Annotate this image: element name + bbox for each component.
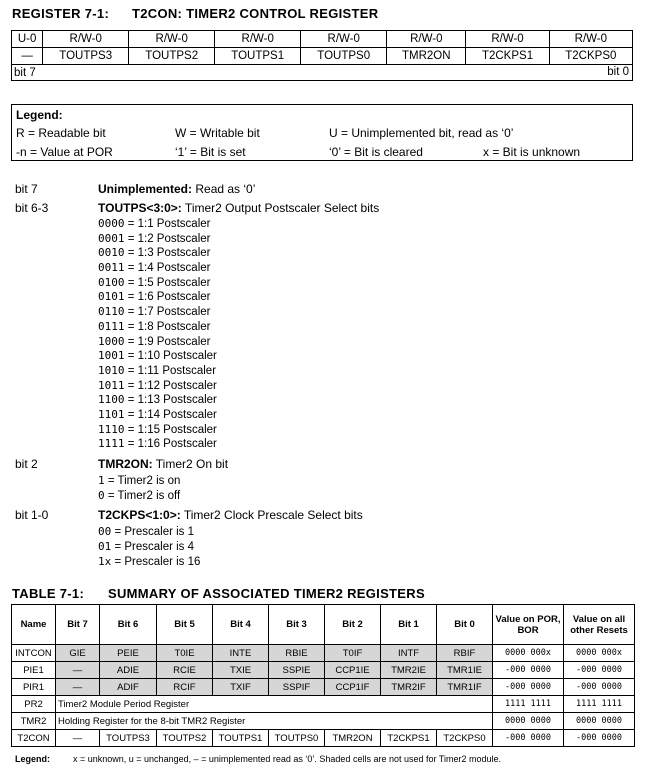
bit7-description [98, 182, 255, 196]
bit-name-cell: TOUTPS0 [301, 48, 387, 65]
bit7-label: bit 7 [15, 182, 38, 196]
bit10-description [98, 508, 363, 522]
other-reset-value-cell: 0000 0000 [564, 713, 635, 730]
register-name-cell: TMR2 [12, 713, 56, 730]
bit2-on-text: = Timer2 is on [104, 475, 181, 487]
table-row [12, 696, 635, 713]
access-cell: R/W-0 [549, 31, 632, 48]
span-description-cell: Holding Register for the 8-bit TMR2 Register [56, 713, 493, 730]
postscaler-item [98, 349, 217, 364]
bit-right-label: bit 0 [607, 66, 629, 78]
postscaler-code: 0010 [98, 246, 125, 260]
bit-cell: TOUTPS1 [213, 730, 269, 747]
postscaler-text: = 1:12 Postscaler [124, 379, 217, 392]
postscaler-text: = 1:15 Postscaler [124, 423, 217, 436]
postscaler-list [98, 217, 217, 452]
bit-name-cell: TOUTPS1 [215, 48, 301, 65]
legend-box [11, 104, 633, 161]
bit7-name: Unimplemented: [98, 182, 193, 196]
prescale-line [98, 555, 200, 568]
postscaler-item [98, 276, 217, 291]
bit-left-label: bit 7 [14, 66, 36, 79]
por-value-cell: 0000 0000 [493, 713, 564, 730]
legend-set: ‘1’ = Bit is set [175, 145, 246, 159]
bit-cell: RCIE [157, 662, 213, 679]
other-reset-value-cell: 1111 1111 [564, 696, 635, 713]
prescale-text: = Prescaler is 1 [111, 526, 195, 538]
bit-cell: — [56, 730, 100, 747]
access-cell: R/W-0 [466, 31, 549, 48]
postscaler-code: 0001 [98, 231, 125, 245]
prescale-code: 00 [98, 525, 112, 538]
table-title: SUMMARY OF ASSOCIATED TIMER2 REGISTERS [108, 586, 425, 601]
postscaler-item [98, 408, 217, 423]
bit10-name: T2CKPS<1:0>: [98, 508, 181, 522]
bit-cell: TXIF [213, 679, 269, 696]
por-value-cell: -000 0000 [493, 679, 564, 696]
bit-cell: PEIE [100, 645, 157, 662]
postscaler-code: 1010 [98, 363, 125, 377]
postscaler-text: = 1:4 Postscaler [124, 262, 211, 275]
table-label: TABLE 7-1: [12, 586, 85, 601]
table-row [12, 679, 635, 696]
postscaler-item [98, 364, 217, 379]
column-header: Bit 4 [213, 605, 269, 645]
access-cell: R/W-0 [129, 31, 215, 48]
access-cell: R/W-0 [301, 31, 387, 48]
bit-range-cell [12, 65, 633, 81]
postscaler-code: 1001 [98, 349, 125, 363]
postscaler-text: = 1:11 Postscaler [124, 364, 217, 377]
legend-cleared: ‘0’ = Bit is cleared [329, 145, 423, 159]
table-row [12, 662, 635, 679]
bit-cell: RBIF [437, 645, 493, 662]
bit63-name: TOUTPS<3:0>: [98, 201, 182, 215]
legend-unimplemented: U = Unimplemented bit, read as ‘0’ [329, 126, 514, 140]
other-reset-value-cell: -000 0000 [564, 730, 635, 747]
postscaler-text: = 1:13 Postscaler [124, 394, 217, 407]
column-header: Bit 5 [157, 605, 213, 645]
bit-cell: TXIE [213, 662, 269, 679]
bit10-text: Timer2 Clock Prescale Select bits [180, 508, 363, 522]
access-cell: R/W-0 [215, 31, 301, 48]
bit63-description [98, 201, 379, 215]
bit-cell: INTF [381, 645, 437, 662]
register-name-cell: INTCON [12, 645, 56, 662]
footnote-label: Legend: [15, 754, 50, 764]
postscaler-item [98, 246, 217, 261]
summary-header-row [12, 605, 635, 645]
postscaler-code: 1100 [98, 393, 125, 407]
bit-name-cell: TOUTPS3 [43, 48, 129, 65]
bit-cell: INTE [213, 645, 269, 662]
postscaler-code: 0110 [98, 305, 125, 319]
postscaler-code: 1110 [98, 422, 125, 436]
legend-writable: W = Writable bit [175, 126, 260, 140]
postscaler-text: = 1:2 Postscaler [124, 232, 211, 245]
column-header: Name [12, 605, 56, 645]
postscaler-code: 0100 [98, 275, 125, 289]
legend-title: Legend: [16, 108, 63, 122]
bit-cell: RBIE [269, 645, 325, 662]
postscaler-text: = 1:14 Postscaler [124, 408, 217, 421]
bit-cell: CCP1IF [325, 679, 381, 696]
column-header: Value on POR, BOR [493, 605, 564, 645]
bit-cell: T0IF [325, 645, 381, 662]
column-header: Bit 0 [437, 605, 493, 645]
postscaler-text: = 1:10 Postscaler [124, 350, 217, 363]
table-footnote [15, 754, 501, 764]
legend-unknown: x = Bit is unknown [483, 145, 581, 159]
bit-name-cell: TMR2ON [387, 48, 466, 65]
postscaler-text: = 1:8 Postscaler [124, 320, 211, 333]
por-value-cell: 1111 1111 [493, 696, 564, 713]
postscaler-text: = 1:1 Postscaler [124, 218, 211, 230]
bit-cell: TMR2IE [381, 662, 437, 679]
column-header: Bit 1 [381, 605, 437, 645]
legend-por: -n = Value at POR [16, 145, 113, 159]
bit10-label: bit 1-0 [15, 508, 49, 522]
postscaler-item [98, 437, 217, 452]
bit-name-cell: T2CKPS1 [466, 48, 549, 65]
bit2-name: TMR2ON: [98, 457, 153, 471]
register-name-cell: PR2 [12, 696, 56, 713]
access-cell: R/W-0 [387, 31, 466, 48]
por-value-cell: -000 0000 [493, 730, 564, 747]
column-header: Bit 7 [56, 605, 100, 645]
postscaler-item [98, 379, 217, 394]
column-header: Bit 6 [100, 605, 157, 645]
postscaler-item [98, 305, 217, 320]
bit-name-cell: — [12, 48, 43, 65]
summary-table [11, 604, 635, 747]
bit-cell: SSPIF [269, 679, 325, 696]
other-reset-value-cell: 0000 000x [564, 645, 635, 662]
table-heading [12, 586, 425, 601]
bit-cell: TMR1IE [437, 662, 493, 679]
summary-table-body [12, 605, 635, 747]
bit2-off-code: 0 [98, 489, 105, 502]
postscaler-text: = 1:5 Postscaler [124, 276, 211, 289]
bit-cell: — [56, 662, 100, 679]
prescale-code: 1x [98, 555, 112, 568]
bit-range-row [12, 65, 633, 81]
bit-cell: TOUTPS2 [157, 730, 213, 747]
postscaler-code: 1101 [98, 407, 125, 421]
bit-cell: TMR2IF [381, 679, 437, 696]
postscaler-code: 1000 [98, 334, 125, 348]
table-row [12, 713, 635, 730]
bit2-off-text: = Timer2 is off [104, 490, 181, 502]
table-row [12, 645, 635, 662]
bit2-text: Timer2 On bit [152, 457, 229, 471]
postscaler-text: = 1:7 Postscaler [124, 306, 211, 319]
bit-cell: GIE [56, 645, 100, 662]
bit7-text: Read as ‘0’ [192, 182, 256, 196]
postscaler-code: 1011 [98, 378, 125, 392]
postscaler-item [98, 217, 217, 232]
bit-cell: T2CKPS0 [437, 730, 493, 747]
postscaler-item [98, 335, 217, 350]
register-name-cell: T2CON [12, 730, 56, 747]
register-name-cell: PIR1 [12, 679, 56, 696]
bit2-on-code: 1 [98, 474, 105, 487]
column-header: Value on all other Resets [564, 605, 635, 645]
por-value-cell: 0000 000x [493, 645, 564, 662]
access-cell: U-0 [12, 31, 43, 48]
bit-cell: SSPIE [269, 662, 325, 679]
register-heading [12, 6, 378, 21]
postscaler-code: 0111 [98, 319, 125, 333]
prescale-text: = Prescaler is 16 [111, 556, 201, 568]
bit-cell: TMR2ON [325, 730, 381, 747]
postscaler-item [98, 320, 217, 335]
postscaler-code: 0000 [98, 217, 125, 230]
bit-cell: RCIF [157, 679, 213, 696]
legend-readable: R = Readable bit [16, 126, 106, 140]
register-name-cell: PIE1 [12, 662, 56, 679]
table-row [12, 730, 635, 747]
span-description-cell: Timer2 Module Period Register [56, 696, 493, 713]
other-reset-value-cell: -000 0000 [564, 679, 635, 696]
bit-cell: T2CKPS1 [381, 730, 437, 747]
register-title: T2CON: TIMER2 CONTROL REGISTER [132, 6, 379, 21]
postscaler-text: = 1:16 Postscaler [124, 438, 217, 451]
bit-name-row [12, 48, 633, 65]
prescale-line [98, 525, 194, 538]
bit2-off-line [98, 489, 180, 502]
prescale-line [98, 540, 194, 553]
register-bit-table [11, 30, 633, 81]
bit-cell: — [56, 679, 100, 696]
bit-cell: TMR1IF [437, 679, 493, 696]
bit-cell: TOUTPS0 [269, 730, 325, 747]
bit2-label: bit 2 [15, 457, 38, 471]
footnote-text: x = unknown, u = unchanged, – = unimplemented read as ‘0’. Shaded cells are not used for Timer2 module. [73, 754, 502, 764]
postscaler-item [98, 290, 217, 305]
prescale-text: = Prescaler is 4 [111, 541, 195, 553]
postscaler-item [98, 232, 217, 247]
bit-cell: TOUTPS3 [100, 730, 157, 747]
access-row [12, 31, 633, 48]
other-reset-value-cell: -000 0000 [564, 662, 635, 679]
bit-cell: ADIE [100, 662, 157, 679]
bit-cell: CCP1IE [325, 662, 381, 679]
bit63-text: Timer2 Output Postscaler Select bits [181, 201, 380, 215]
bit-cell: ADIF [100, 679, 157, 696]
postscaler-text: = 1:9 Postscaler [124, 335, 211, 348]
bit-cell: T0IE [157, 645, 213, 662]
postscaler-item [98, 393, 217, 408]
bit2-on-line [98, 474, 180, 487]
por-value-cell: -000 0000 [493, 662, 564, 679]
postscaler-code: 1111 [98, 437, 125, 451]
postscaler-text: = 1:3 Postscaler [124, 247, 211, 260]
postscaler-code: 0101 [98, 290, 125, 304]
access-cell: R/W-0 [43, 31, 129, 48]
bit63-label: bit 6-3 [15, 201, 49, 215]
bit-name-cell: TOUTPS2 [129, 48, 215, 65]
prescale-code: 01 [98, 540, 112, 553]
postscaler-item [98, 261, 217, 276]
register-label: REGISTER 7-1: [12, 6, 110, 21]
postscaler-item [98, 423, 217, 438]
postscaler-text: = 1:6 Postscaler [124, 291, 211, 304]
column-header: Bit 3 [269, 605, 325, 645]
postscaler-code: 0011 [98, 261, 125, 275]
bit2-description [98, 457, 228, 471]
column-header: Bit 2 [325, 605, 381, 645]
bit-name-cell: T2CKPS0 [549, 48, 632, 65]
